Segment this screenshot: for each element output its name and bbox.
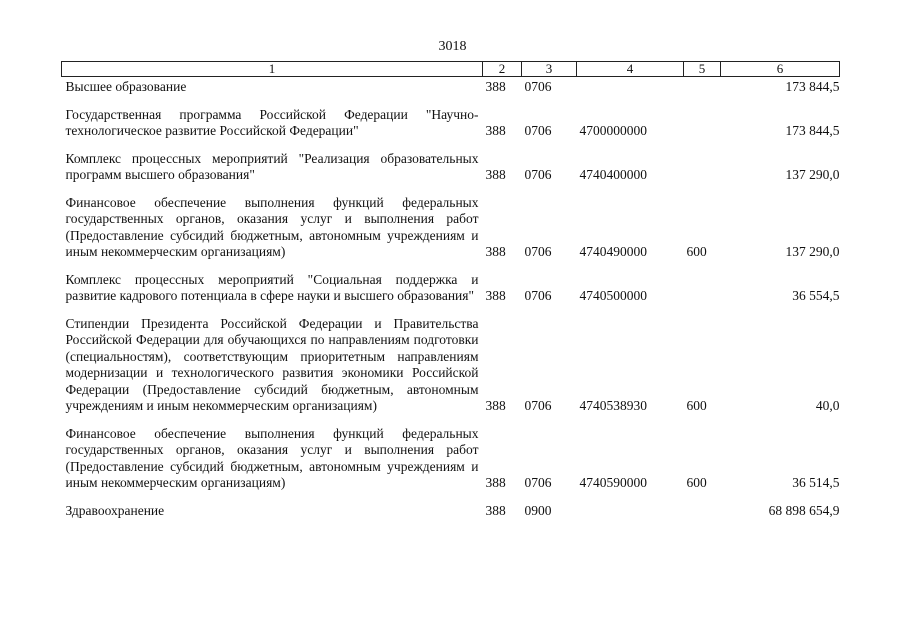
column-header-6: 6 bbox=[721, 62, 840, 77]
row-name: Финансовое обеспечение выполнения функций федеральных государственных органов, оказания услуг и выполнения работ (Предоставление субсидий бюджетным, автономным учреждениям и иным некоммерческим организациям) bbox=[65, 425, 479, 490]
row-code-3: 0706 bbox=[524, 244, 552, 259]
table-row bbox=[62, 151, 840, 184]
row-name: Стипендии Президента Российской Федерации и Правительства Российской Федерации для обучающихся по направлениям подготовки (специальностям), соответствующим приоритетным направлениям модернизации и технологического развития экономики Российской Федерации (Предоставление субсидий бюджетным, автономным учреждениям и иным некоммерческим организациям) bbox=[65, 315, 479, 413]
row-spacer bbox=[62, 184, 840, 195]
row-amount: 173 844,5 bbox=[785, 79, 840, 94]
row-spacer bbox=[62, 261, 840, 272]
row-amount: 137 290,0 bbox=[785, 167, 840, 182]
column-header-1: 1 bbox=[62, 62, 483, 77]
row-code-4: 4740490000 bbox=[579, 244, 647, 259]
column-header-4: 4 bbox=[577, 62, 684, 77]
row-code-3: 0706 bbox=[524, 475, 552, 490]
row-code-3: 0900 bbox=[524, 502, 552, 518]
row-amount: 68 898 654,9 bbox=[768, 502, 840, 518]
row-code-2: 388 bbox=[485, 288, 506, 303]
row-amount: 173 844,5 bbox=[785, 123, 840, 138]
row-spacer bbox=[62, 415, 840, 426]
row-code-4: 4740538930 bbox=[579, 398, 647, 413]
page-number: 3018 bbox=[438, 39, 467, 54]
row-code-3: 0706 bbox=[524, 79, 552, 94]
row-amount: 137 290,0 bbox=[785, 244, 840, 259]
row-code-4: 4740500000 bbox=[579, 288, 647, 303]
table-row bbox=[62, 503, 840, 520]
row-code-4 bbox=[577, 77, 684, 96]
row-code-4: 4700000000 bbox=[579, 123, 647, 138]
row-code-5 bbox=[684, 503, 721, 520]
row-code-3: 0706 bbox=[524, 288, 552, 303]
table-row bbox=[62, 426, 840, 492]
row-name: Комплекс процессных мероприятий "Социальная поддержка и развитие кадрового потенциала в сфере науки и высшего образования" bbox=[65, 271, 479, 303]
row-code-5 bbox=[684, 151, 721, 184]
row-spacer bbox=[62, 492, 840, 503]
row-code-3: 0706 bbox=[524, 167, 552, 182]
table-row bbox=[62, 77, 840, 96]
row-code-2: 388 bbox=[485, 167, 506, 182]
column-header-2: 2 bbox=[483, 62, 522, 77]
row-code-2: 388 bbox=[485, 502, 506, 518]
row-code-5 bbox=[684, 272, 721, 305]
row-code-3: 0706 bbox=[524, 123, 552, 138]
row-name: Комплекс процессных мероприятий "Реализация образовательных программ высшего образования" bbox=[65, 150, 479, 182]
table-row bbox=[62, 272, 840, 305]
row-code-2: 388 bbox=[485, 475, 506, 490]
row-spacer bbox=[62, 305, 840, 316]
budget-table bbox=[61, 61, 840, 519]
row-spacer bbox=[62, 96, 840, 107]
row-code-4 bbox=[577, 503, 684, 520]
row-code-3: 0706 bbox=[524, 398, 552, 413]
row-code-2: 388 bbox=[485, 244, 506, 259]
row-amount: 36 554,5 bbox=[792, 288, 840, 303]
column-header-5: 5 bbox=[684, 62, 721, 77]
row-amount: 40,0 bbox=[815, 398, 840, 413]
row-name: Государственная программа Российской Федерации "Научно-технологическое развитие Российской Федерации" bbox=[65, 106, 479, 138]
row-code-5 bbox=[684, 77, 721, 96]
table-row bbox=[62, 316, 840, 415]
row-name: Высшее образование bbox=[65, 79, 187, 94]
row-amount: 36 514,5 bbox=[792, 475, 840, 490]
row-code-2: 388 bbox=[485, 79, 506, 94]
row-code-4: 4740400000 bbox=[579, 167, 647, 182]
row-code-5 bbox=[684, 107, 721, 140]
row-code-4: 4740590000 bbox=[579, 475, 647, 490]
row-code-5: 600 bbox=[686, 475, 707, 490]
row-spacer bbox=[62, 140, 840, 151]
row-name: Здравоохранение bbox=[65, 502, 165, 518]
row-code-2: 388 bbox=[485, 123, 506, 138]
row-code-5: 600 bbox=[686, 398, 707, 413]
table-header-row bbox=[62, 62, 840, 77]
table-row bbox=[62, 195, 840, 261]
table-row bbox=[62, 107, 840, 140]
column-header-3: 3 bbox=[522, 62, 577, 77]
row-name: Финансовое обеспечение выполнения функций федеральных государственных органов, оказания услуг и выполнения работ (Предоставление субсидий бюджетным, автономным учреждениям и иным некоммерческим организациям) bbox=[65, 194, 479, 259]
row-code-5: 600 bbox=[686, 244, 707, 259]
row-code-2: 388 bbox=[485, 398, 506, 413]
